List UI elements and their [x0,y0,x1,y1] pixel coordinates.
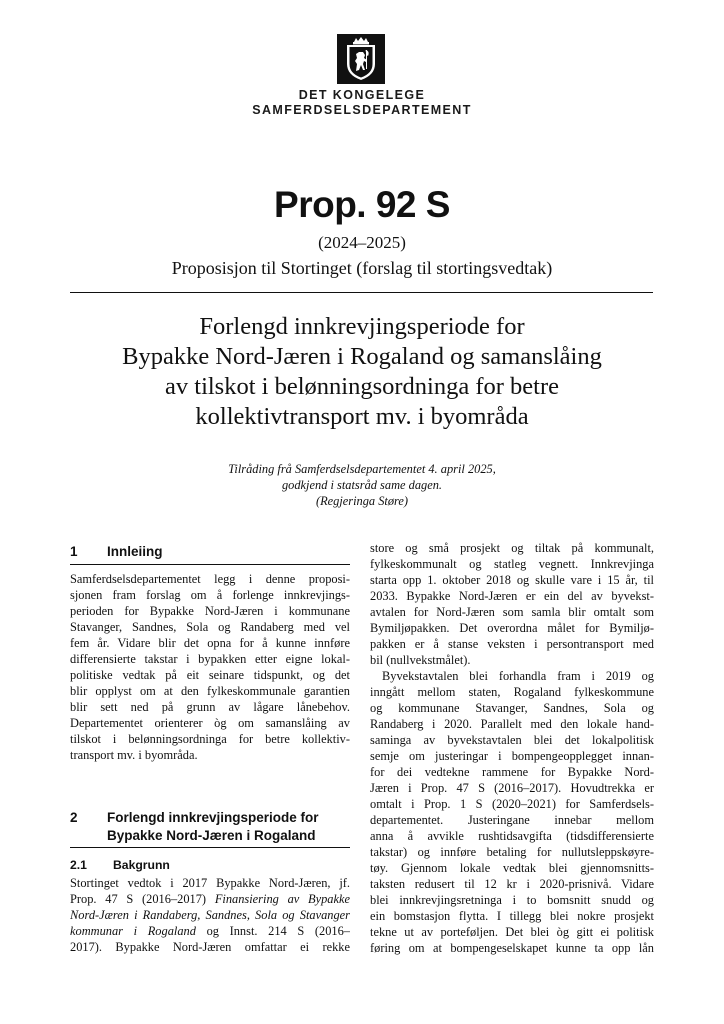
title-line: kollektivtransport mv. i byområda [195,403,529,430]
text-line: blir opplyst om at den fylkeskommunale garantien [70,684,350,698]
title-line: Bypakke Nord-Jæren i Rogaland og samanslåing [122,343,602,370]
right-column [370,540,654,956]
title-divider [70,292,653,293]
text-line: semje om justeringar i bompengeopplegget innan- [370,749,654,763]
text-run: Prop. 47 S (2016–2017) [70,892,215,906]
text-line: inngått mellom staten, Rogaland fylkeskommune [370,685,654,699]
text-run: og Innst. 214 S (2016– [195,924,350,938]
reference-title: Finansiering av Bypakke [214,892,350,906]
proposition-type: Proposisjon til Stortinget (forslag til stortingsvedtak) [171,258,553,278]
text-line: Departementet orienterer òg om samanslåing av [70,716,350,730]
section1-paragraph [70,571,350,763]
text-line: fem år. Vidare blir det opna for å kunne innføre [70,636,350,650]
text-line: føring om at bompengeselskapet kunne ta opp lån [370,941,654,955]
text-line: perioden for Bypakke Nord-Jæren i kommunane [70,604,350,618]
text-line: Samferdselsdepartementet legg i denne proposi- [70,572,350,586]
text-line: blei innkrevjingsretninga i to bomsnitt snudd og [370,893,654,907]
title-line: Forlengd innkrevjingsperiode for [199,313,525,340]
left-column [70,544,350,955]
text-line: Byvekstavtalen blei forhandla fram i 2019 og [382,669,654,683]
text-line: takstar) og innføre betaling for nullutsleppskøyre- [370,845,654,859]
text-line: Stortinget vedtok i 2017 Bypakke Nord-Jæren, jf. [70,876,350,890]
text-line: differensierte takstar i bypakken etter eigne lokal- [70,652,350,666]
paragraph [370,540,654,668]
paragraph [370,668,654,956]
text-line: og kommunane Stavanger, Sandnes, Sola og [370,701,654,715]
coat-of-arms-icon [337,34,385,84]
section-title: Forlengd innkrevjingsperiode for [107,810,319,825]
reference-title: Nord-Jæren i Randaberg, Sandnes, Sola og Stavanger [70,908,350,922]
text-line: saminga av byvekstavtalen blei det lokalpolitisk [370,733,654,747]
text-line: Bymiljøpakken. Det overordna målet for Bymiljø- [370,621,654,635]
text-line: store og små prosjekt og tiltak på kommunalt, [370,541,654,555]
text-line: tekne ut av porteføljen. Det blei òg gitt ei politisk [370,925,654,939]
text-line: tilskot i belønningsordninga for betre kollektiv- [70,732,350,746]
text-line: omtalt i Prop. 1 S (2020–2021) for Samferdsels- [370,797,654,811]
section-title: Innleiing [107,544,163,559]
text-line: for dei vedtekne rammene for Bypakke Nord- [370,765,654,779]
text-line: ein bomstasjon flytta. I tillegg blei nokre prosjekt [370,909,654,923]
text-line: Jæren i Prop. 47 S (2016–2017). Hovudtrekka er [370,781,654,795]
section21-paragraph [70,875,350,955]
department-name-line2: SAMFERDSELSDEPARTEMENT [252,103,472,117]
section-title: Bypakke Nord-Jæren i Rogaland [107,828,316,843]
section-heading-1 [70,544,350,564]
text-line: fylkeskommunalt og statleg vegnett. Innkrevjinga [370,557,654,571]
text-line [70,891,350,907]
text-line [70,923,350,939]
recommendation-line: godkjend i statsråd same dagen. [281,478,443,492]
section-number: 2 [70,810,78,825]
subsection-heading [70,857,350,875]
text-line: bil (nullvekstmålet). [370,653,471,667]
text-line: taksten redusert til 12 kr i 2020-prisnivå. Vidare [370,877,654,891]
text-line: politiske vedtak på eit seinare tidspunkt, og det [70,668,350,682]
text-line: anna å avvikle rushtidsavgifta (tidsdifferensierte [370,829,654,843]
text-line: 2033. Bypakke Nord-Jæren er ein del av byvekst- [370,589,654,603]
text-line: Randaberg i 2020. Parallelt med den lokale hand- [370,717,654,731]
document-title [60,312,664,432]
section-number: 1 [70,544,78,559]
title-line: av tilskot i belønningsordninga for betre [165,373,559,400]
session-years: (2024–2025) [318,233,406,252]
recommendation-line: Tilråding frå Samferdselsdepartementet 4. april 2025, [228,462,496,476]
text-line: starta opp 1. oktober 2018 og skulle vare i 15 år, til [370,573,654,587]
department-name-line1: DET KONGELEGE [298,88,426,102]
text-line: pakken er å stanse veksten i persontransport med [370,637,654,651]
subsection-number: 2.1 [70,858,87,872]
text-line: Stavanger, Sandnes, Sola og Randaberg med vel [70,620,350,634]
recommendation-note [0,461,724,509]
text-line: transport mv. i byområda. [70,748,198,762]
text-line: blir sett ned på grunn av lågare lånebehov. [70,700,350,714]
text-line: avtalen for Nord-Jæren som samla blir omtalt som [370,605,654,619]
section-heading-2-cont [70,828,350,847]
text-line: departementet. Justeringane innebar mellom [370,813,654,827]
text-line: sjonen fram forslag om å forlenge innkrevjings- [70,588,350,602]
text-line: tøy. Gjennom lokale vedtak blei gjennomsnitts- [370,861,654,875]
text-line: 2017). Bypakke Nord-Jæren omfattar ei rekke [70,940,350,954]
subsection-title: Bakgrunn [113,858,170,872]
proposition-number: Prop. 92 S [274,184,450,225]
reference-title: kommunar i Rogaland [70,924,196,938]
section-heading-2 [70,810,350,828]
recommendation-line: (Regjeringa Støre) [315,494,409,508]
